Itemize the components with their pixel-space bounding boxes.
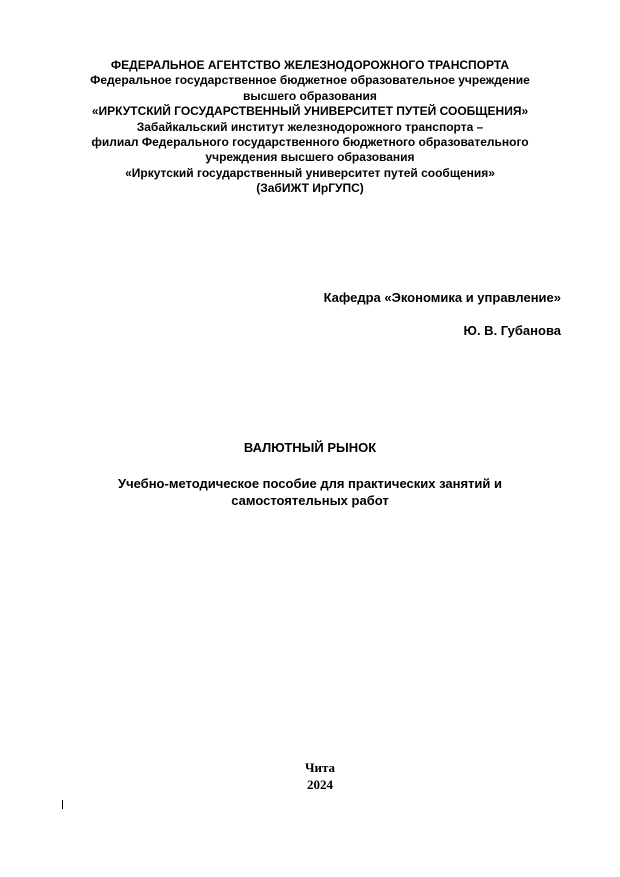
document-title: ВАЛЮТНЫЙ РЫНОК (243, 440, 377, 455)
header-line-education-level: высшего образования (243, 88, 377, 103)
header-line-branch-education: учреждения высшего образования (205, 150, 415, 165)
subtitle-line-2: самостоятельных работ (231, 493, 389, 508)
header-line-abbreviation: (ЗабИЖТ ИрГУПС) (256, 181, 364, 196)
page-margin-mark (62, 800, 63, 809)
department-name: Кафедра «Экономика и управление» (323, 290, 561, 305)
header-line-institute: Забайкальский институт железнодорожного транспорта – (136, 119, 484, 134)
header-line-institution-type: Федеральное государственное бюджетное образовательное учреждение (90, 73, 530, 88)
header-line-branch: филиал Федерального государственного бюджетного образовательного (91, 135, 529, 150)
publication-footer (0, 759, 620, 793)
publication-year: 2024 (307, 777, 333, 792)
document-subtitle (40, 475, 580, 509)
header-line-university: «ИРКУТСКИЙ ГОСУДАРСТВЕННЫЙ УНИВЕРСИТЕТ ПУТЕЙ СООБЩЕНИЯ» (91, 104, 529, 119)
author-name: Ю. В. Губанова (463, 323, 561, 338)
institution-header (40, 58, 580, 197)
header-line-university-name: «Иркутский государственный университет путей сообщения» (125, 165, 495, 180)
header-line-agency: ФЕДЕРАЛЬНОЕ АГЕНТСТВО ЖЕЛЕЗНОДОРОЖНОГО ТРАНСПОРТА (110, 58, 510, 72)
subtitle-line-1: Учебно-методическое пособие для практических занятий и (117, 476, 503, 491)
publication-city: Чита (304, 760, 336, 775)
